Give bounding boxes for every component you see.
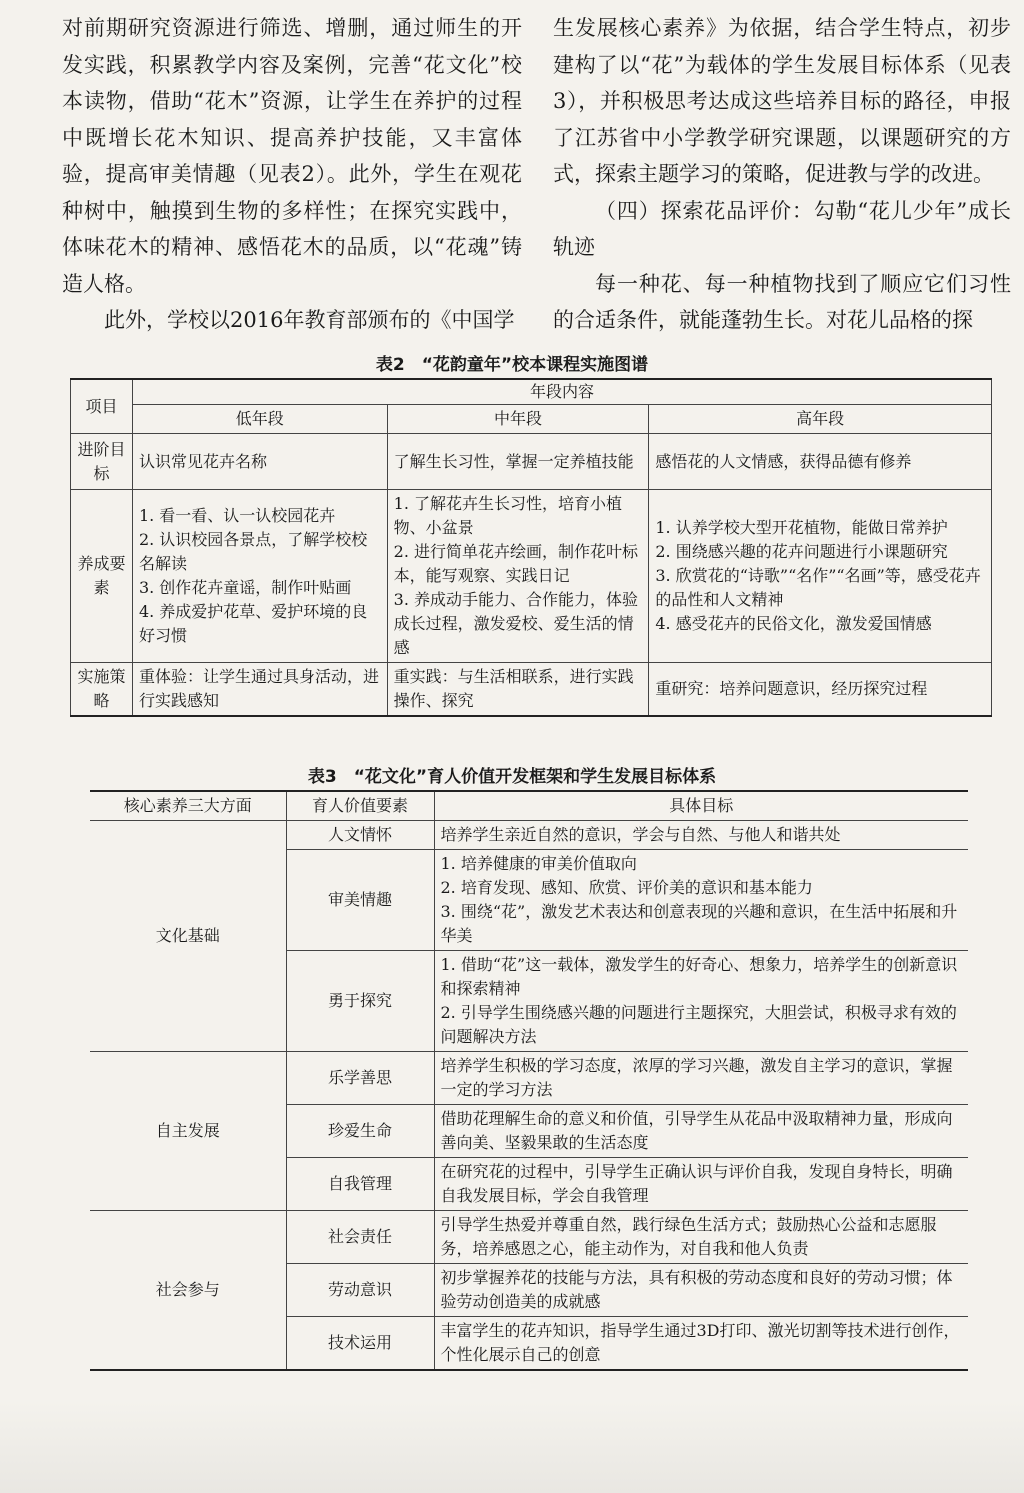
table-cell — [132, 490, 387, 663]
element-label: 社会责任 — [286, 1211, 434, 1264]
table-row — [90, 1052, 968, 1105]
table-cell — [649, 490, 992, 663]
header-cell: 核心素养三大方面 — [90, 791, 286, 821]
list-item: 3. 围绕“花”，激发艺术表达和创意表现的兴趣和意识，在生活中拓展和升华美 — [440, 902, 958, 945]
header-cell: 年段内容 — [132, 379, 991, 405]
list-item: 1. 认养学校大型开花植物，能做日常养护 — [655, 518, 948, 537]
table-cell — [434, 951, 968, 1052]
group-label: 自主发展 — [90, 1052, 286, 1211]
list-item: 2. 引导学生围绕感兴趣的问题进行主题探究，大胆尝试，积极寻求有效的问题解决方法 — [440, 1003, 957, 1046]
table-cell: 初步掌握养花的技能与方法，具有积极的劳动态度和良好的劳动习惯；体验劳动创造美的成就感 — [434, 1264, 968, 1317]
right-column — [553, 10, 1011, 339]
element-label: 审美情趣 — [286, 850, 434, 951]
table-row — [90, 821, 968, 850]
table-row — [71, 434, 992, 490]
list-item: 4. 养成爱护花草、爱护环境的良好习惯 — [138, 602, 368, 645]
table-cell: 在研究花的过程中，引导学生正确认识与评价自我，发现自身特长，明确自我发展目标，学会自我管理 — [434, 1158, 968, 1211]
header-cell: 高年段 — [649, 405, 992, 434]
header-cell: 具体目标 — [434, 791, 968, 821]
table-cell — [434, 850, 968, 951]
table-row — [71, 379, 992, 405]
table-cell: 培养学生亲近自然的意识，学会与自然、与他人和谐共处 — [434, 821, 968, 850]
list-item: 2. 进行简单花卉绘画，制作花叶标本，能写观察、实践日记 — [393, 542, 639, 585]
left-column — [62, 10, 522, 339]
section-heading: （四）探索花品评价：勾勒“花儿少年”成长轨迹 — [553, 198, 1011, 259]
paragraph: 生发展核心素养》为依据，结合学生特点，初步建构了以“花”为载体的学生发展目标体系（见表3），并积极思考达成这些培养目标的路径，申报了江苏省中小学教学研究课题，以课题研究的方式，探索主题学习的策略，促进教与学的改进。 — [553, 16, 1011, 186]
list-item: 4. 感受花卉的民俗文化，激发爱国情感 — [655, 614, 932, 633]
table-cell: 重体验：让学生通过具身活动，进行实践感知 — [132, 663, 387, 717]
paragraph: 此外，学校以2016年教育部颁布的《中国学 — [104, 308, 515, 332]
table-cell — [387, 490, 649, 663]
header-cell: 中年段 — [387, 405, 649, 434]
element-label: 人文情怀 — [286, 821, 434, 850]
table-row — [71, 663, 992, 717]
row-label: 进阶目标 — [71, 434, 133, 490]
list-item: 1. 培养健康的审美价值取向 — [440, 854, 637, 873]
table-cell: 了解生长习性，掌握一定养植技能 — [387, 434, 649, 490]
table-cell: 重实践：与生活相联系，进行实践操作、探究 — [387, 663, 649, 717]
element-label: 劳动意识 — [286, 1264, 434, 1317]
table-row — [71, 490, 992, 663]
table-cell: 感悟花的人文情感，获得品德有修养 — [649, 434, 992, 490]
row-label: 养成要素 — [71, 490, 133, 663]
element-label: 勇于探究 — [286, 951, 434, 1052]
list-item: 1. 看一看、认一认校园花卉 — [138, 506, 336, 525]
header-cell: 低年段 — [132, 405, 387, 434]
table-cell: 借助花理解生命的意义和价值，引导学生从花品中汲取精神力量，形成向善向美、坚毅果敢的生活态度 — [434, 1105, 968, 1158]
paragraph: 对前期研究资源进行筛选、增删，通过师生的开发实践，积累教学内容及案例，完善“花文化”校本读物，借助“花木”资源，让学生在养护的过程中既增长花木知识、提高养护技能，又丰富体验，提高审美情趣（见表2）。此外，学生在观花种树中，触摸到生物的多样性；在探究实践中，体味花木的精神、感悟花木的品质，以“花魂”铸造人格。 — [62, 16, 522, 296]
element-label: 技术运用 — [286, 1317, 434, 1371]
table-cell: 引导学生热爱并尊重自然，践行绿色生活方式；鼓励热心公益和志愿服务，培养感恩之心，能主动作为，对自我和他人负责 — [434, 1211, 968, 1264]
list-item: 2. 培育发现、感知、欣赏、评价美的意识和基本能力 — [440, 878, 813, 897]
table-cell: 重研究：培养问题意识，经历探究过程 — [649, 663, 992, 717]
list-item: 1. 借助“花”这一载体，激发学生的好奇心、想象力，培养学生的创新意识和探索精神 — [440, 955, 958, 998]
list-item: 3. 创作花卉童谣，制作叶贴画 — [138, 578, 352, 597]
page-bottom-margin — [0, 1400, 1024, 1493]
header-cell: 育人价值要素 — [286, 791, 434, 821]
table-row — [90, 1211, 968, 1264]
list-item: 3. 养成动手能力、合作能力，体验成长过程，激发爱校、爱生活的情感 — [393, 590, 639, 657]
table-cell: 丰富学生的花卉知识，指导学生通过3D打印、激光切割等技术进行创作，个性化展示自己的创意 — [434, 1317, 968, 1371]
header-cell: 项目 — [71, 379, 133, 434]
table-cell: 培养学生积极的学习态度，浓厚的学习兴趣，激发自主学习的意识，掌握一定的学习方法 — [434, 1052, 968, 1105]
list-item: 3. 欣赏花的“诗歌”“名作”“名画”等，感受花卉的品性和人文精神 — [655, 566, 981, 609]
table-row — [71, 405, 992, 434]
element-label: 珍爱生命 — [286, 1105, 434, 1158]
paragraph: 每一种花、每一种植物找到了顺应它们习性的合适条件，就能蓬勃生长。对花儿品格的探 — [553, 271, 1011, 332]
table-cell: 认识常见花卉名称 — [132, 434, 387, 490]
table2 — [70, 378, 992, 717]
table-row — [90, 791, 968, 821]
group-label: 社会参与 — [90, 1211, 286, 1371]
element-label: 乐学善思 — [286, 1052, 434, 1105]
table2-caption: 表2 “花韵童年”校本课程实施图谱 — [375, 355, 649, 375]
table3-caption: 表3 “花文化”育人价值开发框架和学生发展目标体系 — [307, 767, 717, 787]
table3 — [90, 790, 968, 1371]
list-item: 2. 围绕感兴趣的花卉问题进行小课题研究 — [655, 542, 948, 561]
list-item: 1. 了解花卉生长习性，培育小植物、小盆景 — [393, 494, 623, 537]
element-label: 自我管理 — [286, 1158, 434, 1211]
row-label: 实施策略 — [71, 663, 133, 717]
list-item: 2. 认识校园各景点，了解学校校名解读 — [138, 530, 368, 573]
group-label: 文化基础 — [90, 821, 286, 1052]
